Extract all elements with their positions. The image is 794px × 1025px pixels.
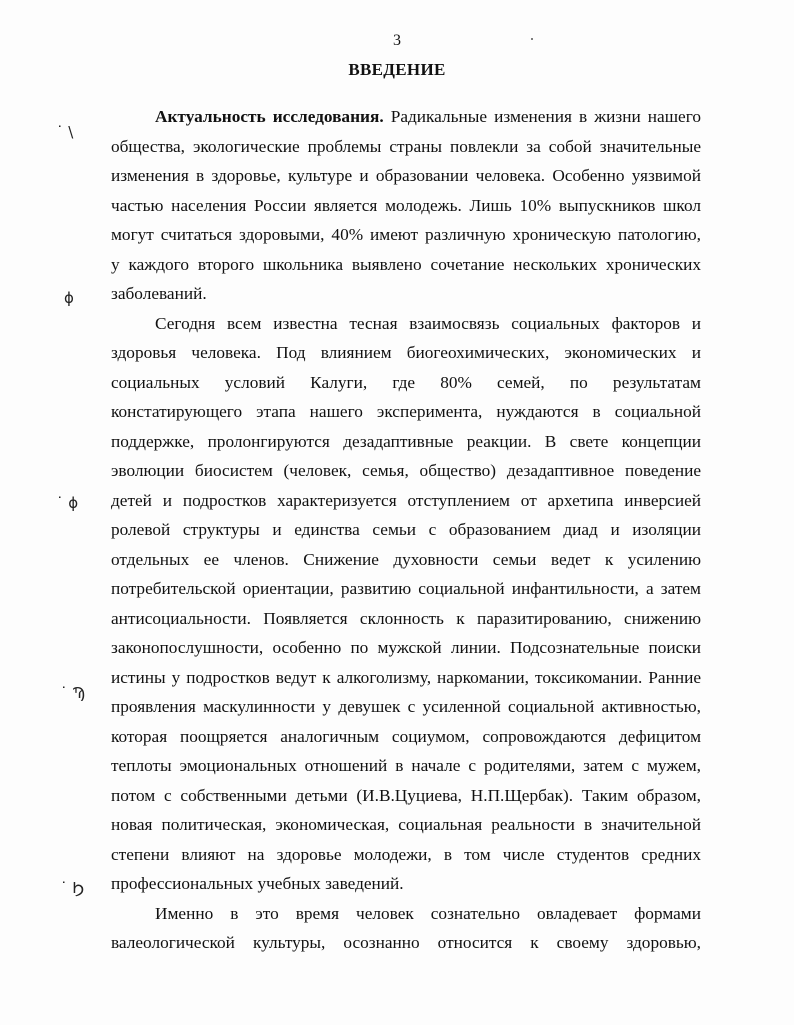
paragraph-line: степени влияют на здоровье молодежи, в том числе студентов средних — [111, 844, 701, 864]
paragraph-line: детей и подростков характеризуется отступлением от архетипа инверсией — [111, 490, 701, 510]
paragraph-line: здоровья человека. Под влиянием биогеохимических, экономических и — [111, 343, 701, 362]
paragraph-line: частью населения России является молодежь. Лишь 10% выпускников школ — [111, 195, 701, 215]
paragraph-line: новая политическая, экономическая, социальная реальности в значительной — [111, 815, 701, 834]
paragraph-line: отдельных ее членов. Снижение духовности семьи ведет к усилению — [111, 549, 701, 569]
paragraph-line: общества, экологические проблемы страны повлекли за собой значительные — [111, 136, 701, 156]
paragraph-line: Сегодня всем известна тесная взаимосвязь социальных факторов и — [155, 313, 701, 333]
paragraph-line: могут считаться здоровыми, 40% имеют различную хроническую патологию, — [111, 225, 701, 244]
paragraph-line: истины у подростков ведут к алкоголизму, наркомании, токсикомании. Ранние — [111, 667, 701, 687]
margin-mark: ˙ Ϡ — [60, 684, 86, 702]
margin-mark: ϕ — [64, 289, 74, 307]
paragraph-line: констатирующего этапа нашего эксперимента, нуждаются в социальной — [111, 402, 701, 421]
paragraph-line: у каждого второго школьника выявлено сочетание нескольких хронических — [111, 254, 701, 274]
paragraph-line: заболеваний. — [111, 284, 207, 303]
paragraph-line: теплоты эмоциональных отношений в начале с родителями, затем с мужем, — [111, 756, 701, 775]
paragraph-line: которая поощряется аналогичным социумом, сопровождаются дефицитом — [111, 726, 701, 746]
margin-mark: ˙ ϕ — [56, 494, 79, 512]
paragraph-line: изменения в здоровье, культуре и образовании человека. Особенно уязвимой — [111, 166, 701, 185]
paragraph-text: Радикальные изменения в жизни нашего — [383, 107, 701, 126]
paragraph-line: профессиональных учебных заведений. — [111, 874, 404, 893]
paragraph-line: антисоциальности. Появляется склонность к паразитированию, снижению — [111, 608, 701, 628]
paragraph-line: Именно в это время человек сознательно овладевает формами — [155, 903, 701, 923]
margin-mark: ˙ \ — [56, 123, 74, 141]
paragraph-line: проявления маскулинности у девушек с усиленной социальной активностью, — [111, 697, 701, 716]
page-number: 3 — [393, 32, 401, 49]
page-title: ВВЕДЕНИЕ — [348, 60, 446, 79]
paragraph-line: валеологической культуры, осознанно относится к своему здоровью, — [111, 933, 701, 952]
paragraph-line — [111, 102, 701, 132]
paragraph-line: потребительской ориентации, развитию социальной инфантильности, а затем — [111, 579, 701, 598]
margin-mark: ˙ Ϧ — [60, 879, 85, 897]
paragraph-line: ролевой структуры и единства семьи с образованием диад и изоляции — [111, 520, 701, 539]
paragraph-line: социальных условий Калуги, где 80% семей, по результатам — [111, 372, 701, 392]
paragraph-line: потом с собственными детьми (И.В.Цуциева, Н.П.Щербак). Таким образом, — [111, 785, 701, 805]
section-lead: Актуальность исследования. — [155, 107, 384, 126]
paragraph-line: поддержке, пролонгируются дезадаптивные реакции. В свете концепции — [111, 431, 701, 451]
paragraph-line: эволюции биосистем (человек, семья, общество) дезадаптивное поведение — [111, 461, 701, 480]
paragraph-line: законопослушности, особенно по мужской линии. Подсознательные поиски — [111, 638, 701, 657]
